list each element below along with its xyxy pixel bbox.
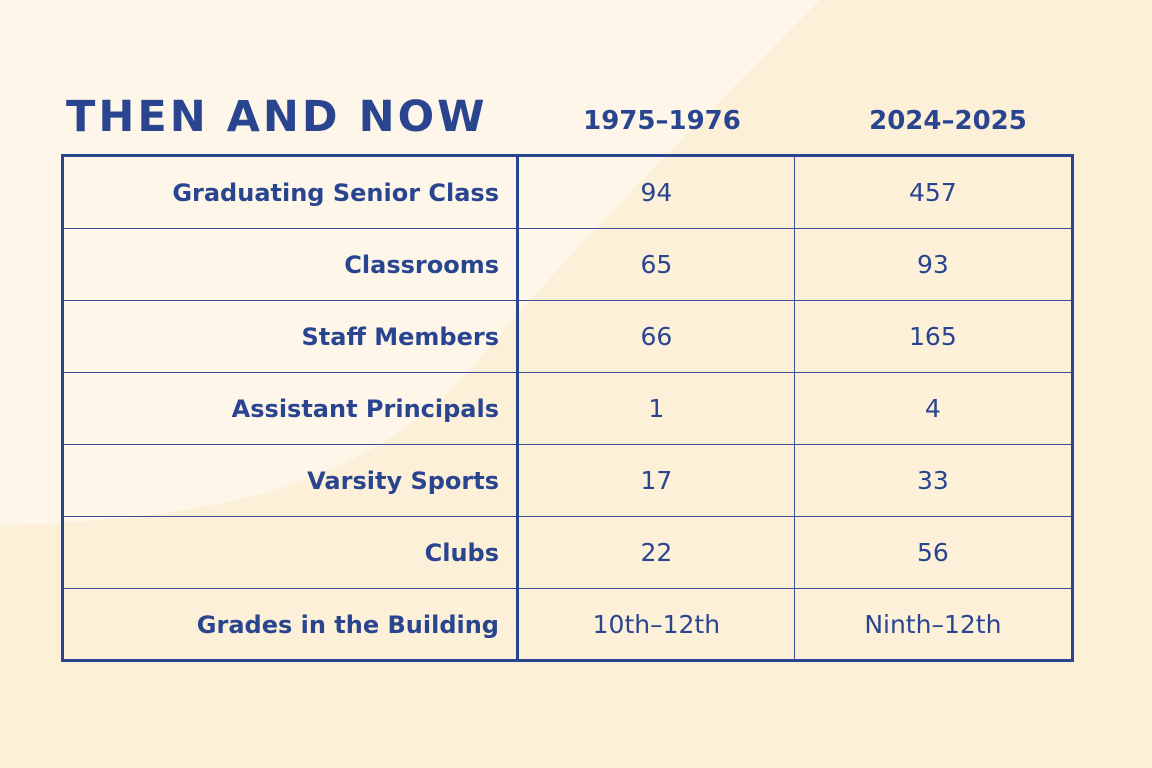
cell-then: 1 xyxy=(518,373,795,445)
cell-now: 93 xyxy=(794,229,1071,301)
cell-now: 33 xyxy=(794,445,1071,517)
table-row-clubs xyxy=(64,517,1071,589)
comparison-table xyxy=(61,154,1074,662)
cell-now: 457 xyxy=(794,157,1071,229)
row-label: Staff Members xyxy=(64,301,518,373)
cell-now: 4 xyxy=(794,373,1071,445)
row-label: Varsity Sports xyxy=(64,445,518,517)
cell-then: 65 xyxy=(518,229,795,301)
cell-now: Ninth–12th xyxy=(794,589,1071,661)
cell-then: 22 xyxy=(518,517,795,589)
table-row-assistant-principals xyxy=(64,373,1071,445)
cell-then: 10th–12th xyxy=(518,589,795,661)
table-row-varsity-sports xyxy=(64,445,1071,517)
table-row-staff-members xyxy=(64,301,1071,373)
comparison-table-grid xyxy=(64,157,1071,660)
table-row-classrooms xyxy=(64,229,1071,301)
row-label: Clubs xyxy=(64,517,518,589)
row-label: Assistant Principals xyxy=(64,373,518,445)
cell-now: 165 xyxy=(794,301,1071,373)
row-label: Classrooms xyxy=(64,229,518,301)
table-row-grades-in-the-building xyxy=(64,589,1071,661)
cell-now: 56 xyxy=(794,517,1071,589)
cell-then: 66 xyxy=(518,301,795,373)
page-title: THEN AND NOW xyxy=(66,92,488,142)
row-label: Grades in the Building xyxy=(64,589,518,661)
column-header-now: 2024–2025 xyxy=(869,106,1027,136)
row-label: Graduating Senior Class xyxy=(64,157,518,229)
table-row-graduating-senior-class xyxy=(64,157,1071,229)
cell-then: 17 xyxy=(518,445,795,517)
cell-then: 94 xyxy=(518,157,795,229)
column-header-then: 1975–1976 xyxy=(583,106,741,136)
